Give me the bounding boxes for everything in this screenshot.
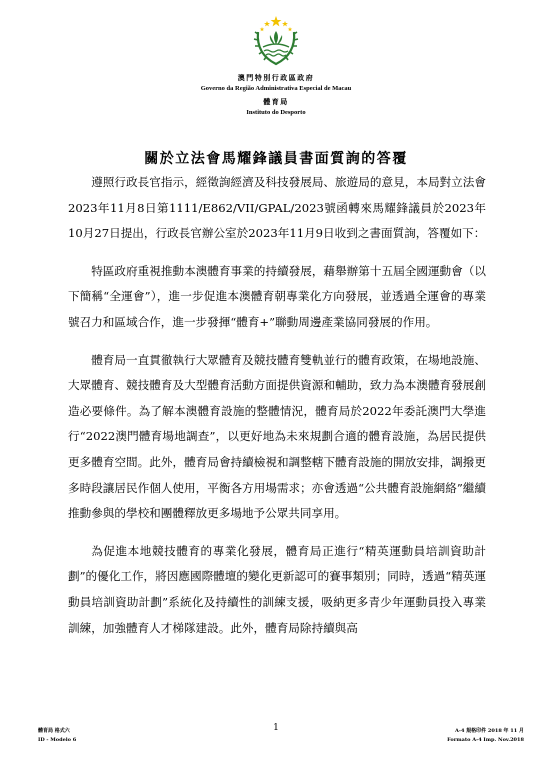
paragraph: 遵照行政長官指示，經徵詢經濟及科技發展局、旅遊局的意見，本局對立法會2023年11月8日第1111/E862/VII/GPAL/2023號函轉來馬耀鋒議員於2023年10月27日提出，行政長官辦公室於2023年11月9日收到之書面質詢，答覆如下： — [68, 175, 486, 241]
footer-print-format — [447, 727, 524, 745]
government-name-chinese: 澳門特別行政區政府 — [237, 73, 315, 82]
paragraph: 為促進本地競技體育的專業化發展，體育局正進行“精英運動員培訓資助計劃”的優化工作，將因應國際體壇的變化更新認可的賽事類別；同時，透過“精英運動員培訓資助計劃”系統化及持續性的訓練支援，吸納更多青少年運動員投入專業訓練，加強體育人才梯隊建設。此外，體育局除持續與高 — [68, 543, 486, 635]
document-title: 關於立法會馬耀鋒議員書面質詢的答覆 — [144, 151, 408, 167]
footer-print-format-portuguese: Formato A-4 Imp. Nov.2018 — [447, 737, 524, 743]
page-number: 1 — [273, 723, 279, 733]
department-name-portuguese: Instituto do Desporto — [246, 109, 306, 116]
department-name-chinese: 體育局 — [263, 97, 289, 106]
government-name-portuguese: Governo da Região Administrativa Especial de Macau — [200, 85, 352, 92]
footer-form-id-portuguese: ID - Modelo 6 — [38, 737, 77, 743]
footer-form-id — [38, 727, 76, 745]
paragraph: 體育局一直貫徹執行大眾體育及競技體育雙軌並行的體育政策，在場地設施、大眾體育、競技體育及大型體育活動方面提供資源和輔助，致力為本澳體育發展創造必要條件。為了解本澳體育設施的整體情況，體育局於2022年委託澳門大學進行“2022澳門體育場地調查”，以更好地為未來規劃合適的體育設施，為居民提供更多體育空間。此外，體育局會持續檢視和調整轄下體育設施的開放安排，調撥更多時段讓居民作個人使用，平衡各方用場需求；亦會透過“公共體育設施網絡”繼續推動參與的學校和團體釋放更多場地予公眾共同享用。 — [68, 352, 486, 521]
document-body — [68, 170, 486, 653]
paragraph: 特區政府重視推動本澳體育事業的持續發展，藉舉辦第十五屆全國運動會（以下簡稱“全運會”），進一步促進本澳體育朝專業化方向發展，並透過全運會的專業號召力和區域合作，進一步發揮“體育+”聯動周邊產業協同發展的作用。 — [68, 263, 486, 329]
macau-emblem-icon — [250, 12, 302, 68]
footer-form-id-chinese: 體育局 格式六 — [38, 728, 70, 734]
footer-print-format-chinese: A-4 規格印件 2018 年 11 月 — [454, 728, 524, 734]
